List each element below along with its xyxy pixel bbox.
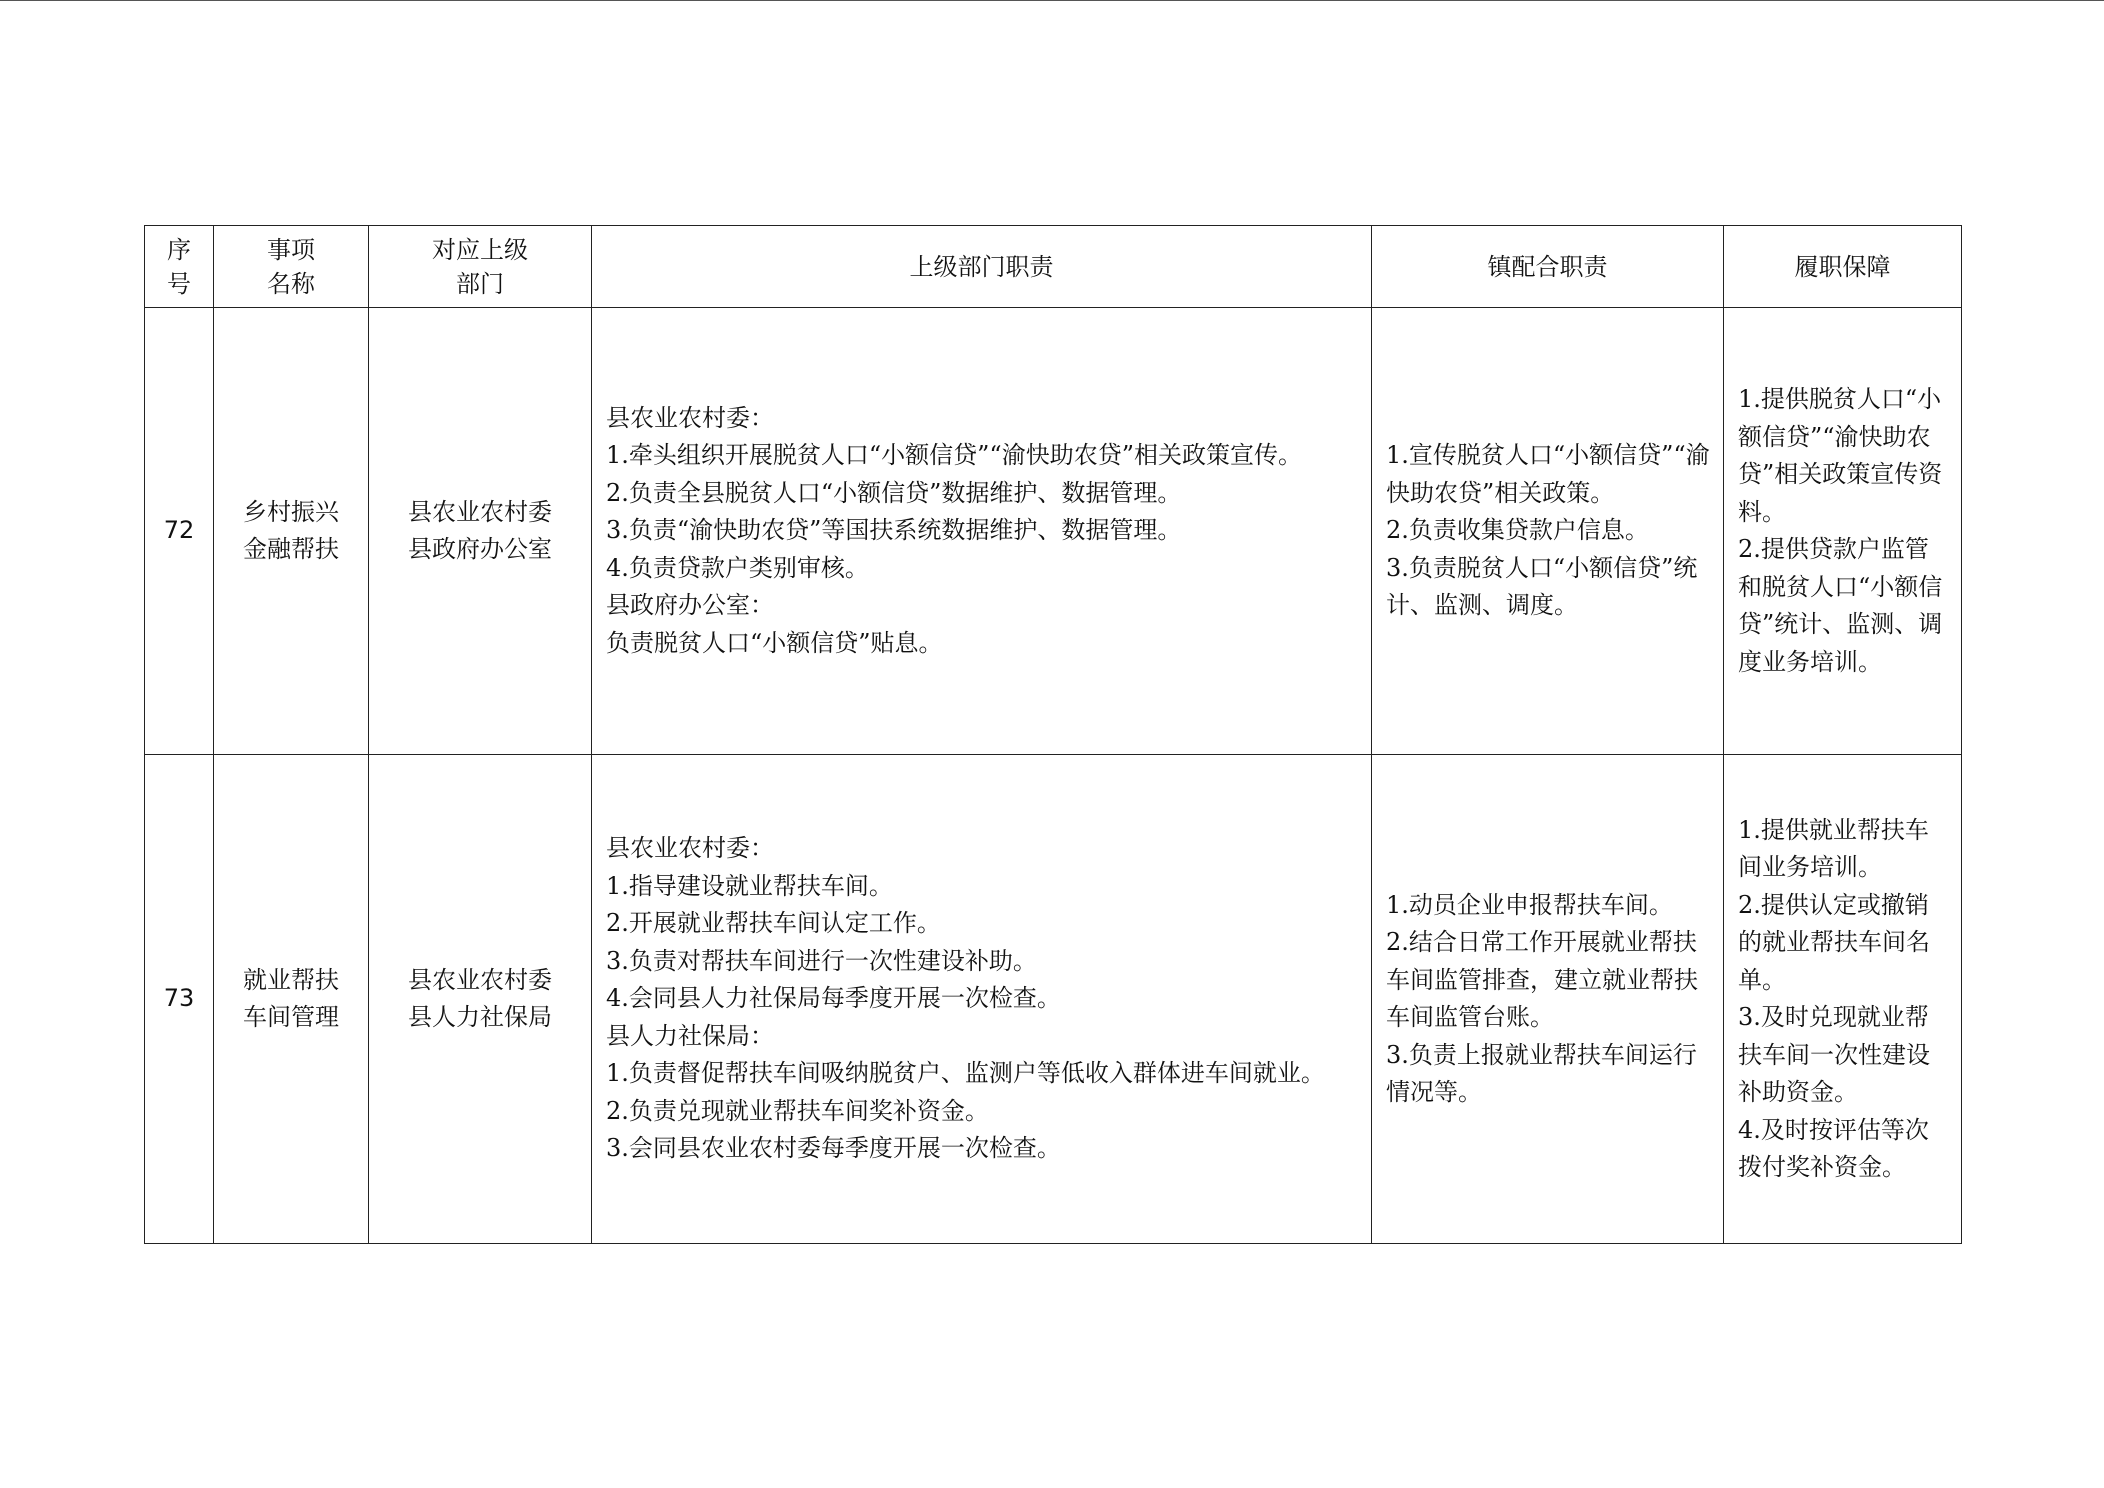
row-index: 73 — [145, 755, 214, 1244]
row-guarantee: 1.提供脱贫人口“小额信贷”“渝快助农贷”相关政策宣传资料。 2.提供贷款户监管和脱贫人口“小额信贷”统计、监测、调度业务培训。 — [1724, 308, 1962, 755]
row-department: 县农业农村委 县政府办公室 — [369, 308, 592, 755]
row-item-name: 乡村振兴 金融帮扶 — [214, 308, 369, 755]
row-upper-duty: 县农业农村委： 1.指导建设就业帮扶车间。 2.开展就业帮扶车间认定工作。 3.负责对帮扶车间进行一次性建设补助。 4.会同县人力社保局每季度开展一次检查。 县人力社保局： 1.负责督促帮扶车间吸纳脱贫户、监测户等低收入群体进车间就业。 2.负责兑现就业帮扶车间奖补资金。 3.会同县农业农村委每季度开展一次检查。 — [592, 755, 1372, 1244]
header-guarantee: 履职保障 — [1724, 226, 1962, 308]
row-guarantee: 1.提供就业帮扶车间业务培训。 2.提供认定或撤销的就业帮扶车间名单。 3.及时兑现就业帮扶车间一次性建设补助资金。 4.及时按评估等次拨付奖补资金。 — [1724, 755, 1962, 1244]
page-top-border — [0, 0, 2104, 1]
row-department: 县农业农村委 县人力社保局 — [369, 755, 592, 1244]
table-row — [145, 755, 1962, 1244]
header-town-duty: 镇配合职责 — [1372, 226, 1724, 308]
header-index: 序 号 — [145, 226, 214, 308]
header-item-name: 事项 名称 — [214, 226, 369, 308]
row-index: 72 — [145, 308, 214, 755]
duty-table — [144, 225, 1962, 1244]
row-town-duty: 1.动员企业申报帮扶车间。 2.结合日常工作开展就业帮扶车间监管排查，建立就业帮扶车间监管台账。 3.负责上报就业帮扶车间运行情况等。 — [1372, 755, 1724, 1244]
row-town-duty: 1.宣传脱贫人口“小额信贷”“渝快助农贷”相关政策。 2.负责收集贷款户信息。 3.负责脱贫人口“小额信贷”统计、监测、调度。 — [1372, 308, 1724, 755]
row-upper-duty: 县农业农村委： 1.牵头组织开展脱贫人口“小额信贷”“渝快助农贷”相关政策宣传。 2.负责全县脱贫人口“小额信贷”数据维护、数据管理。 3.负责“渝快助农贷”等国扶系统数据维护、数据管理。 4.负责贷款户类别审核。 县政府办公室： 负责脱贫人口“小额信贷”贴息。 — [592, 308, 1372, 755]
header-upper-duty: 上级部门职责 — [592, 226, 1372, 308]
header-upper-department: 对应上级 部门 — [369, 226, 592, 308]
table-header-row — [145, 226, 1962, 308]
table-row — [145, 308, 1962, 755]
row-item-name: 就业帮扶 车间管理 — [214, 755, 369, 1244]
